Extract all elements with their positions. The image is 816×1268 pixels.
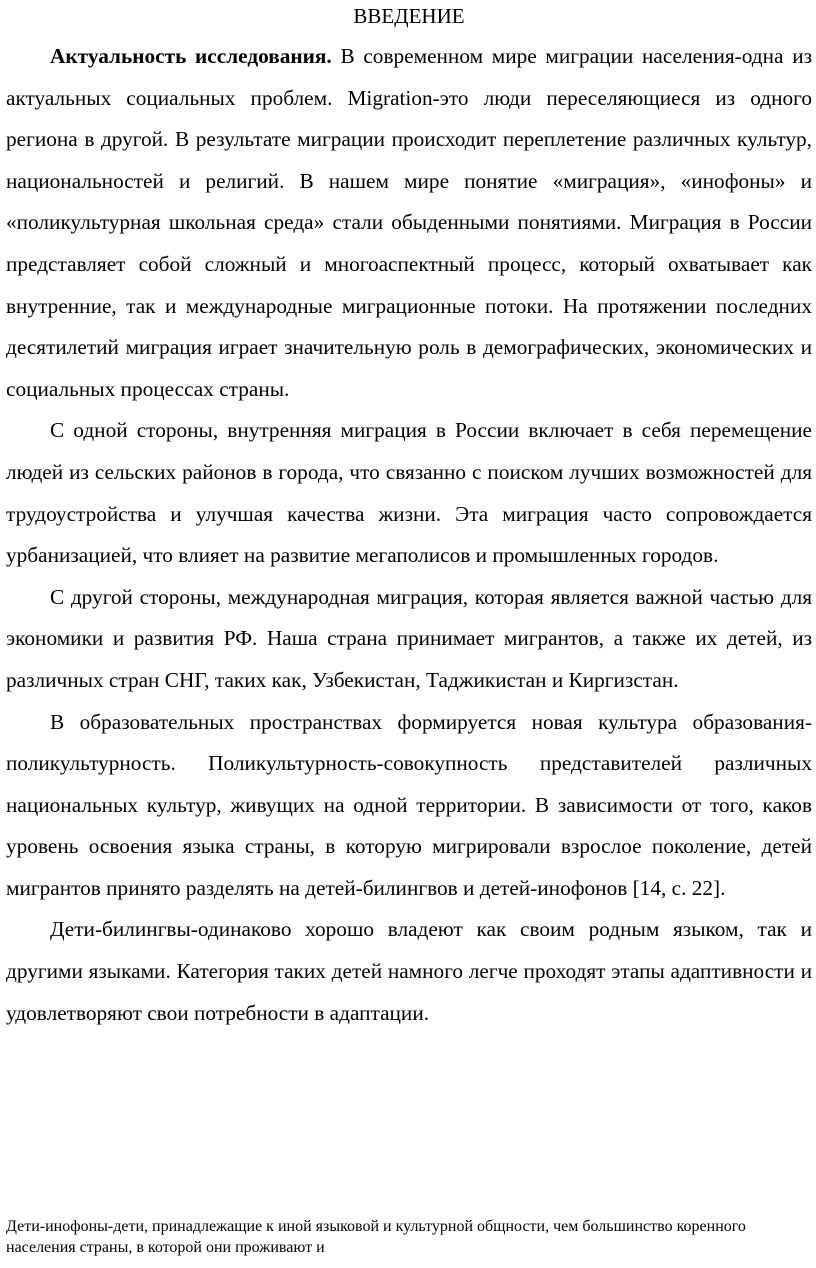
page-title: ВВЕДЕНИЕ [353, 4, 465, 28]
paragraph-international-migration: С другой стороны, международная миграция, которая является важной частью для экономики и развития РФ. Наша страна принимает мигрантов, а также их детей, из различных стран СНГ, таких как, Узбекистан, Таджикистан и Киргизстан. [6, 584, 812, 692]
paragraph-multiculturalism: В образовательных пространствах формируется новая культура образования-поликультурность. Поликультурность-совокупность представителей различных национальных культур, живущих на одной территории. В зависимости от того, каков уровень освоения языка страны, в которую мигрировали взрослое поколение, детей мигрантов принято разделять на детей-билингвов и детей-инофонов [14, с. 22]. [6, 709, 812, 900]
paragraph-internal-migration: С одной стороны, внутренняя миграция в России включает в себя перемещение людей из сельских районов в города, что связанно с поиском лучших возможностей для трудоустройства и улучшая качества жизни. Эта миграция часто сопровождается урбанизацией, что влияет на развитие мегаполисов и промышленных городов. [6, 418, 812, 568]
paragraph-relevance [6, 36, 812, 410]
paragraph-text: В современном мире миграции населения-одна из актуальных социальных проблем. Migration-это люди переселяющиеся из одного региона в другой. В результате миграции происходит переплетение различных культур, национальностей и религий. В нашем мире понятие «миграция», «инофоны» и «поликультурная школьная среда» стали обыденными понятиями. Миграция в России представляет собой сложный и многоаспектный процесс, который охватывает как внутренние, так и международные миграционные потоки. На протяжении последних десятилетий миграция играет значительную роль в демографических, экономических и социальных процессах страны. [6, 44, 812, 401]
paragraph-lead: Актуальность исследования. [50, 44, 332, 68]
footnote: Дети-инофоны-дети, принадлежащие к иной языковой и культурной общности, чем большинство коренного населения страны, в которой они проживают и [6, 1218, 746, 1256]
paragraph-bilingual-children: Дети-билингвы-одинаково хорошо владеют как своим родным языком, так и другими языками. Категория таких детей намного легче проходят этапы адаптивности и удовлетворяют свои потребности в адаптации. [6, 917, 812, 1025]
